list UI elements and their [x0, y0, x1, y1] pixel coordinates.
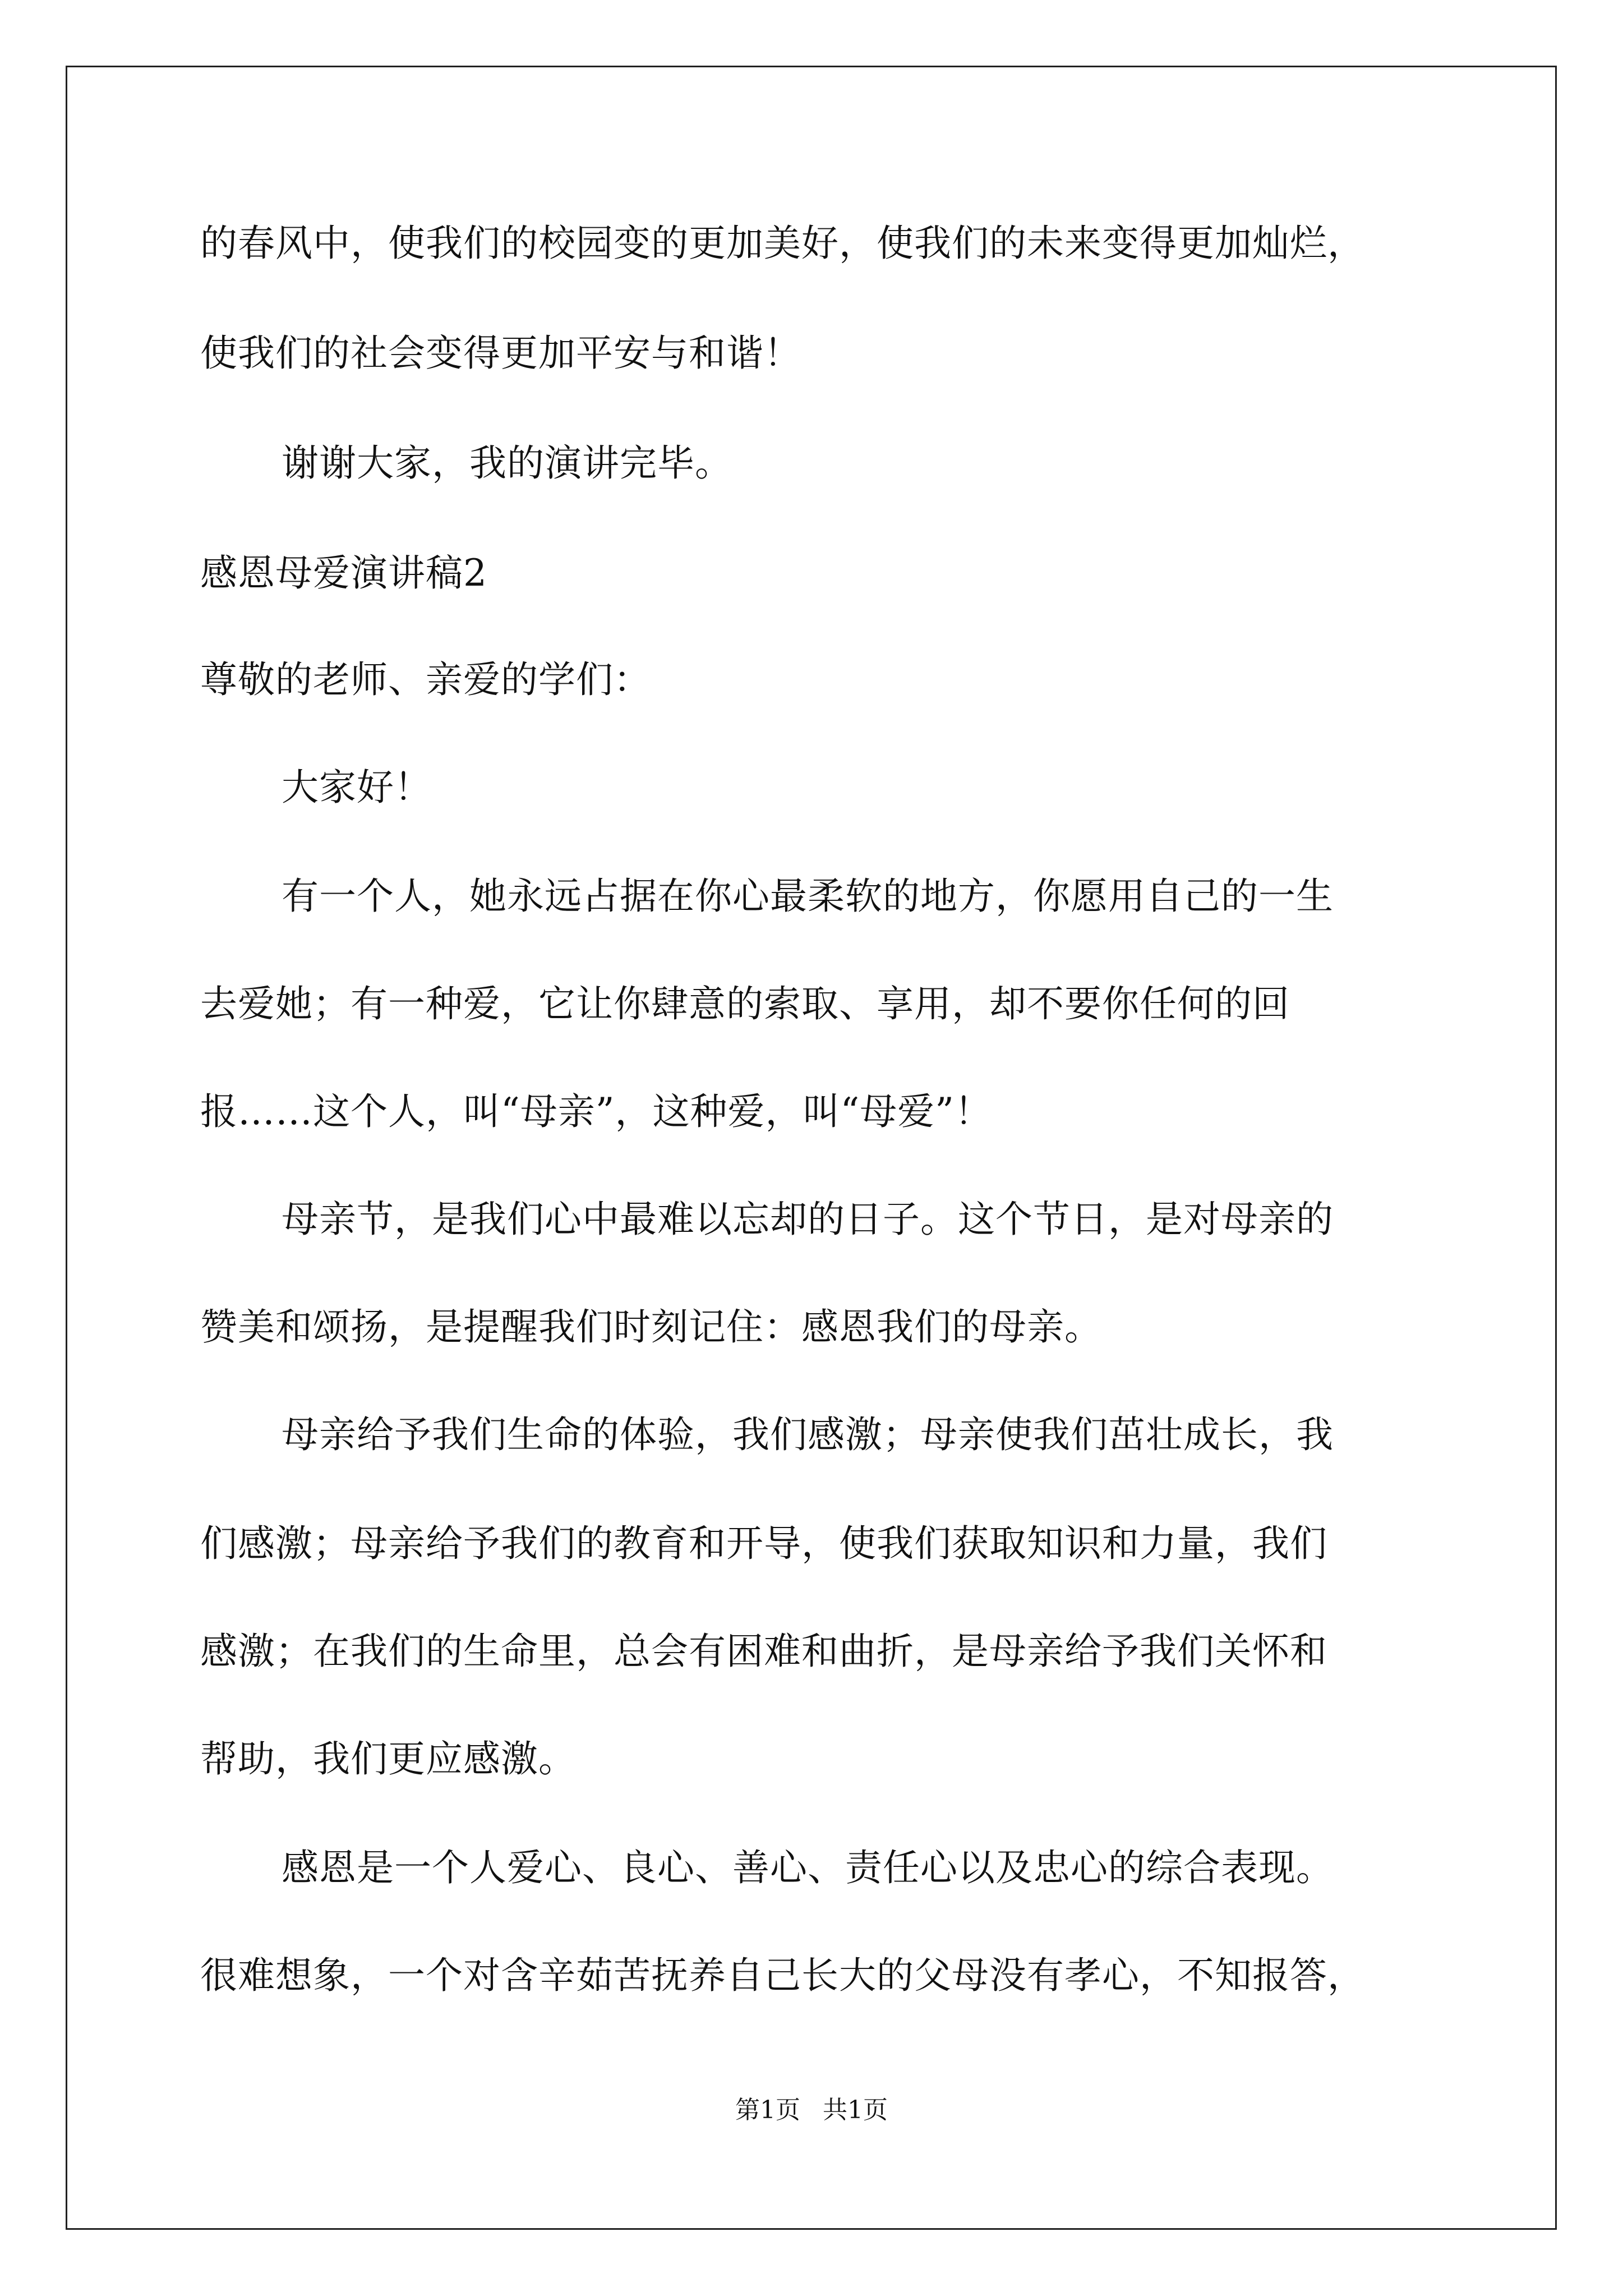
- greeting-line: 大家好！: [282, 766, 432, 809]
- page-total: 共1页: [823, 2096, 888, 2124]
- paragraph-line: 感恩是一个人爱心、良心、善心、责任心以及忠心的综合表现。: [282, 1846, 1334, 1889]
- paragraph-line: 有一个人，她永远占据在你心最柔软的地方，你愿用自己的一生: [282, 875, 1334, 918]
- paragraph-line: 去爱她；有一种爱，它让你肆意的索取、享用，却不要你任何的回: [200, 982, 1290, 1025]
- paragraph-line: 的春风中，使我们的校园变的更加美好，使我们的未来变得更加灿烂，: [200, 222, 1365, 265]
- paragraph-line: 使我们的社会变得更加平安与和谐！: [200, 332, 801, 375]
- paragraph-line: 母亲节，是我们心中最难以忘却的日子。这个节日，是对母亲的: [282, 1198, 1334, 1241]
- page-footer: [0, 2095, 1623, 2126]
- salutation-line: 尊敬的老师、亲爱的学们：: [200, 658, 651, 701]
- section-heading: 感恩母爱演讲稿2: [200, 551, 487, 595]
- page-number: 第1页: [735, 2096, 800, 2124]
- paragraph-line: 感激；在我们的生命里，总会有困难和曲折，是母亲给予我们关怀和: [200, 1630, 1327, 1673]
- paragraph-line: 母亲给予我们生命的体验，我们感激；母亲使我们茁壮成长，我: [282, 1413, 1334, 1456]
- paragraph-line: 帮助，我们更应感激。: [200, 1737, 576, 1780]
- paragraph-line: 赞美和颂扬，是提醒我们时刻记住：感恩我们的母亲。: [200, 1305, 1102, 1349]
- paragraph-line: 们感激；母亲给予我们的教育和开导，使我们获取知识和力量，我们: [200, 1522, 1327, 1565]
- page-border: [66, 66, 1557, 2230]
- paragraph-line: 报……这个人，叫“母亲”，这种爱，叫“母爱”！: [200, 1090, 992, 1133]
- paragraph-line: 很难想象，一个对含辛茹苦抚养自己长大的父母没有孝心，不知报答，: [200, 1954, 1365, 1997]
- paragraph-line: 谢谢大家，我的演讲完毕。: [282, 441, 732, 485]
